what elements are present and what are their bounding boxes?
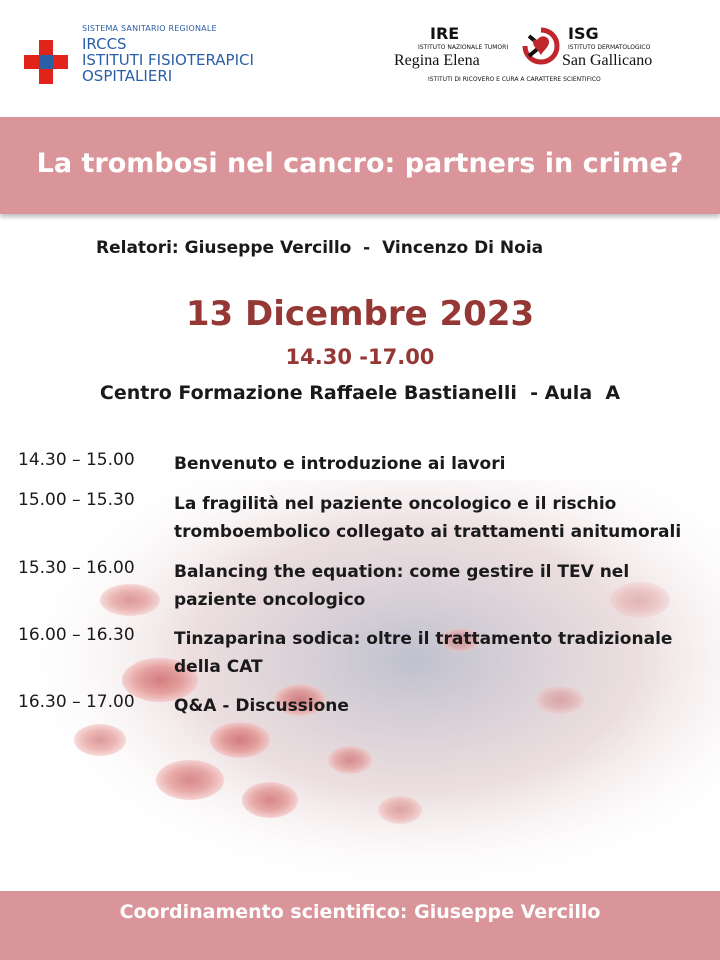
event-hours: 14.30 -17.00	[285, 345, 435, 369]
logo-line-1: IRCCS	[82, 35, 127, 53]
speakers: Relatori: Giuseppe Vercillo - Vincenzo Di Noia	[96, 238, 544, 258]
logo-name	[82, 36, 254, 84]
program-time: 16.00 – 16.30	[18, 625, 135, 645]
logo-footer: ISTITUTI DI RICOVERO E CURA A CARATTERE SCIENTIFICO	[428, 76, 601, 83]
isg-label: ISG	[568, 24, 599, 43]
program-topic: La fragilità nel paziente oncologico e il rischio tromboembolico collegato ai trattamenti anitumorali	[174, 494, 682, 542]
program-topic: Q&A - Discussione	[174, 696, 349, 716]
event-venue: Centro Formazione Raffaele Bastianelli - Aula A	[99, 382, 621, 404]
ire-isg-emblem-icon	[519, 24, 563, 68]
logo-line-2: ISTITUTI FISIOTERAPICI	[82, 51, 254, 69]
scientific-coordination: Coordinamento scientifico: Giuseppe Vercillo	[119, 901, 601, 923]
ire-isg-logo	[392, 24, 692, 90]
program-topic: Tinzaparina sodica: oltre il trattamento tradizionale della CAT	[174, 629, 673, 677]
ire-label: IRE	[430, 24, 460, 43]
isg-subtitle: ISTITUTO DERMATOLOGICO	[568, 44, 651, 51]
ire-subtitle: ISTITUTO NAZIONALE TUMORI	[418, 44, 509, 51]
event-date: 13 Dicembre 2023	[185, 294, 535, 334]
ifo-logo	[24, 24, 284, 88]
program-time: 14.30 – 15.00	[18, 450, 135, 470]
red-cross-icon	[24, 40, 68, 84]
program-time: 16.30 – 17.00	[18, 692, 135, 712]
program-time: 15.30 – 16.00	[18, 558, 135, 578]
logo-small-text: SISTEMA SANITARIO REGIONALE	[82, 24, 217, 33]
program-topic: Benvenuto e introduzione ai lavori	[174, 454, 506, 474]
program-time: 15.00 – 15.30	[18, 490, 135, 510]
program-topic: Balancing the equation: come gestire il TEV nel paziente oncologico	[174, 562, 630, 610]
isg-name: San Gallicano	[562, 52, 653, 69]
ire-name: Regina Elena	[394, 52, 480, 69]
page-title: La trombosi nel cancro: partners in crime?	[36, 148, 684, 179]
logo-line-3: OSPITALIERI	[82, 67, 173, 85]
